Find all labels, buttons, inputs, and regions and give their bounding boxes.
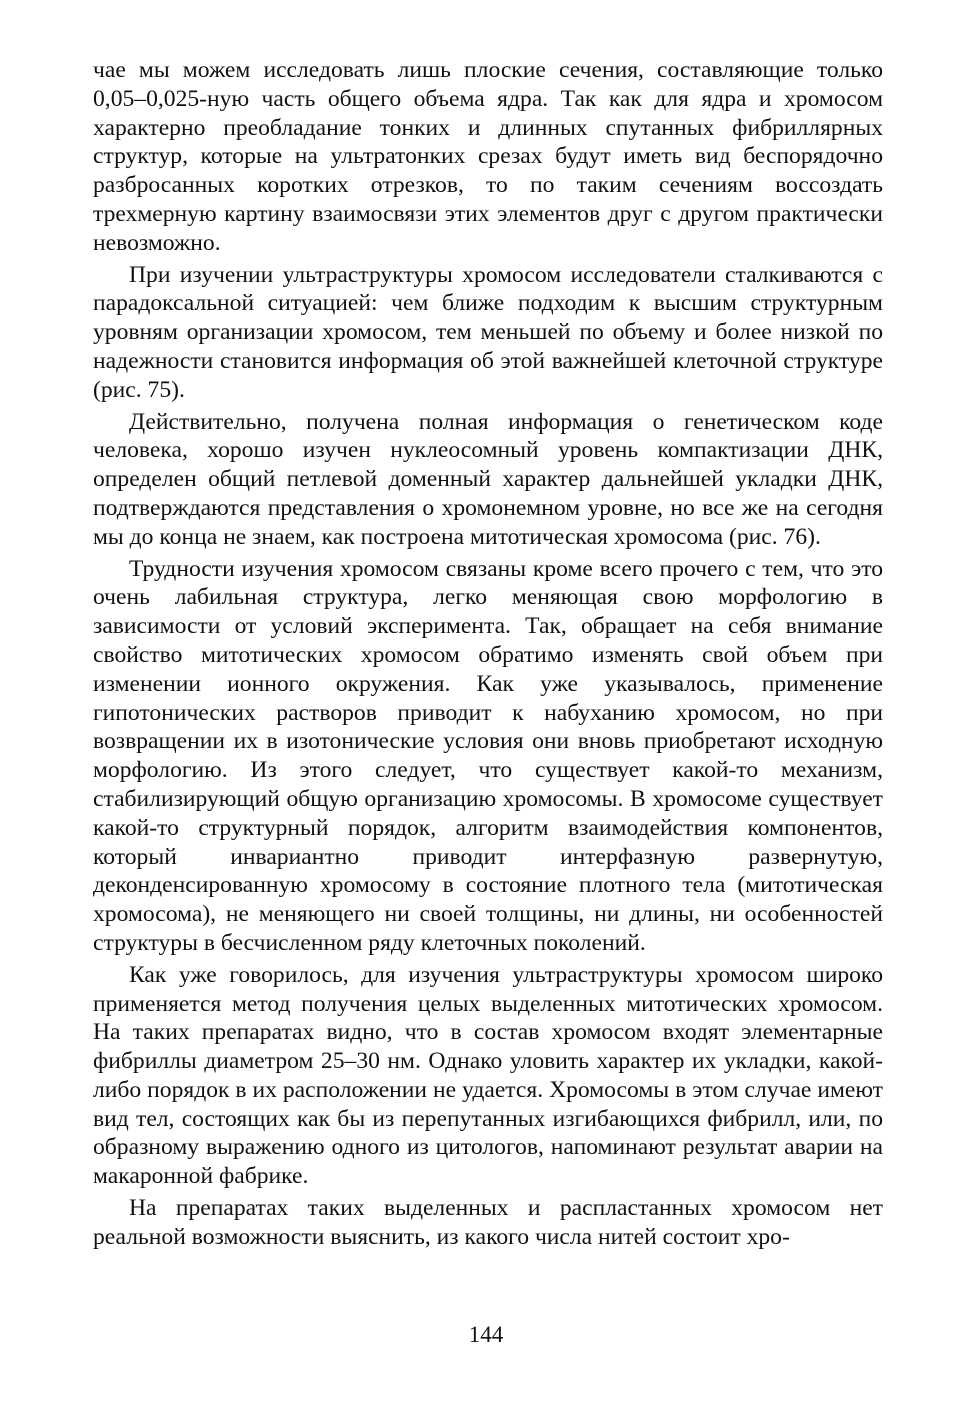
paragraph-continued: чае мы можем исследовать лишь плоские сечения, составляющие только 0,05–0,025-ную часть общего объема ядра. Так как для ядра и хромосом характерно преобладание тонких и длинных спутанных фибриллярных структур, которые на ультратонких срезах будут иметь вид беспорядочно разбросанных коротких отрезков, то по таким сечениям воссоздать трехмерную картину взаимосвязи этих элементов друг с другом практически невозможно. [93,57,883,256]
paragraph: Трудности изучения хромосом связаны кроме всего прочего с тем, что это очень лабильная структура, легко меняющая свою морфологию в зависимости от условий эксперимента. Так, обращает на себя внимание свойство митотических хромосом обратимо изменять свой объем при изменении ионного окружения. Как уже указывалось, применение гипотонических растворов приводит к набуханию хромосом, но при возвращении их в изотонические условия они вновь приобретают исходную морфологию. Из этого следует, что существует какой-то механизм, стабилизирующий общую организацию хромосомы. В хромосоме существует какой-то структурный порядок, алгоритм взаимодействия компонентов, который инвариантно приводит интерфазную развернутую, деконденсированную хромосому в состояние плотного тела (митотическая хромосома), не меняющего ни своей толщины, ни длины, ни особенностей структуры в бесчисленном ряду клеточных поколений. [93,555,883,956]
body-text [93,56,883,1255]
paragraph: Как уже говорилось, для изучения ультраструктуры хромосом широко применяется метод получения целых выделенных митотических хромосом. На таких препаратах видно, что в состав хромосом входят элементарные фибриллы диаметром 25–30 нм. Однако уловить характер их укладки, какой-либо порядок в их расположении не удается. Хромосомы в этом случае имеют вид тел, состоящих как бы из перепутанных изгибающихся фибрилл, или, по образному выражению одного из цитологов, напоминают результат аварии на макаронной фабрике. [93,961,883,1190]
paragraph: Действительно, получена полная информация о генетическом коде человека, хорошо изучен нуклеосомный уровень компактизации ДНК, определен общий петлевой доменный характер дальнейшей укладки ДНК, подтверждаются представления о хромонемном уровне, но все же на сегодня мы до конца не знаем, как построена митотическая хромосома (рис. 76). [93,408,883,550]
paragraph: При изучении ультраструктуры хромосом исследователи сталкиваются с парадоксальной ситуацией: чем ближе подходим к высшим структурным уровням организации хромосом, тем меньшей по объему и более низкой по надежности становится информация об этой важнейшей клеточной структуре (рис. 75). [93,261,883,403]
paragraph: На препаратах таких выделенных и распластанных хромосом нет реальной возможности выяснить, из какого числа нитей состоит хро- [93,1195,883,1250]
page-number: 144 [468,1322,504,1347]
